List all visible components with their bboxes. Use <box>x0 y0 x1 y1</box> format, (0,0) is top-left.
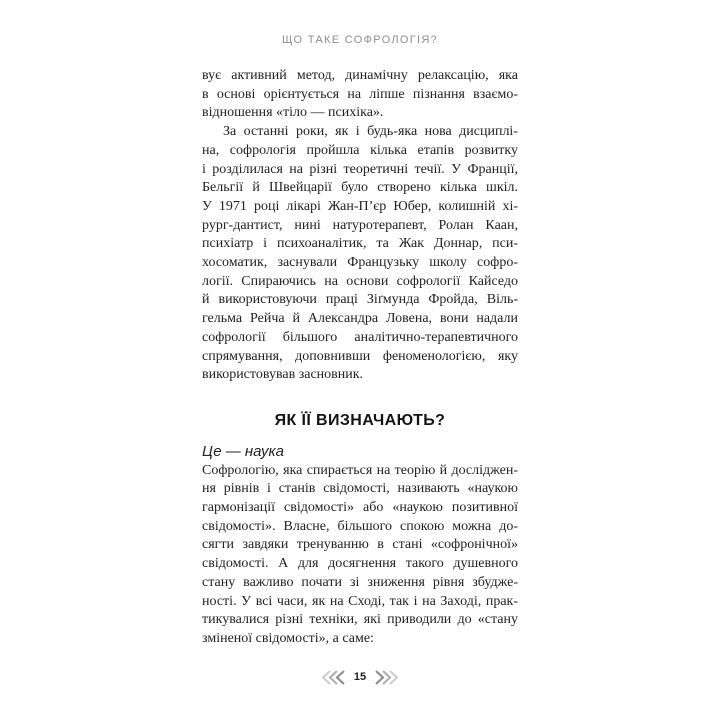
text-line: гельма Рейча й Александра Ловена, вони надали <box>202 311 518 327</box>
subsection-subheading: Це — наука <box>202 442 284 460</box>
text-line: ності. У всі часи, як на Сході, так і на Заході, прак- <box>202 593 518 609</box>
text-line: сягти завдяки тренуванню в стані «софронічної» <box>202 537 518 553</box>
text-line: хосоматик, заснували Французьку школу софро- <box>202 255 518 271</box>
text-line: У 1971 році лікарі Жан-П’єр Юбер, колишній хі- <box>202 198 518 214</box>
text-line: тикувалися різні техніки, які приводили до «стану <box>202 612 518 628</box>
text-column <box>202 67 518 649</box>
text-line: логії. Спираючись на основи софрології Кайседо <box>202 273 518 289</box>
section-heading: ЯК ЇЇ ВИЗНАЧАЮТЬ? <box>274 411 446 429</box>
text-line: зміненої свідомості», а саме: <box>202 630 374 646</box>
text-line: За останні роки, як і будь-яка нова дисциплі- <box>223 124 518 140</box>
page-footer <box>0 669 720 686</box>
chevron-right-ornament-icon <box>374 669 400 686</box>
text-line: спрямування, доповнивши феноменологією, яку <box>202 348 518 364</box>
text-line: на, софрологія пройшла кілька етапів розвитку <box>202 142 518 158</box>
text-line: свідомості. А для досягнення такого душевного <box>202 556 518 572</box>
paragraph <box>202 462 518 649</box>
text-line: стану важливо почати зі зниження рівня збудже- <box>202 574 518 590</box>
text-line: ня рівнів і станів свідомості, називають «наукою <box>202 481 518 497</box>
text-line: використовував засновник. <box>202 367 364 383</box>
text-line: Бельгії й Швейцарії було створено кілька шкіл. <box>202 180 518 196</box>
text-line: відношення «тіло — психіка». <box>202 105 384 121</box>
text-line: вує активний метод, динамічну релаксацію, яка <box>202 68 518 83</box>
text-line: й використовуючи праці Зіґмунда Фройда, Віль- <box>202 292 518 308</box>
paragraph <box>202 123 518 385</box>
text-line: рург-дантист, нині натуротерапевт, Ролан Каан, <box>202 217 518 233</box>
text-line: психіатр і психоаналітик, та Жак Доннар, пси- <box>202 236 518 252</box>
text-line: свідомості». Власне, більшого спокою можна до- <box>202 518 518 534</box>
text-line: софрології більшого аналітично-терапевтичного <box>202 329 518 345</box>
paragraph <box>202 67 518 123</box>
text-line: в основі орієнтується на ліпше пізнання взаємо- <box>202 86 518 102</box>
text-line: Софрологію, яка спирається на теорію й досліджен- <box>202 462 518 478</box>
running-header: ЩО ТАКЕ СОФРОЛОГІЯ? <box>281 34 439 46</box>
text-line: і розділилася на різні теоретичні течії. У Франції, <box>202 161 518 177</box>
chevron-left-ornament-icon <box>320 669 346 686</box>
text-line: гармонізації свідомості» або «наукою позитивної <box>202 500 518 516</box>
page-number: 15 <box>353 671 367 683</box>
